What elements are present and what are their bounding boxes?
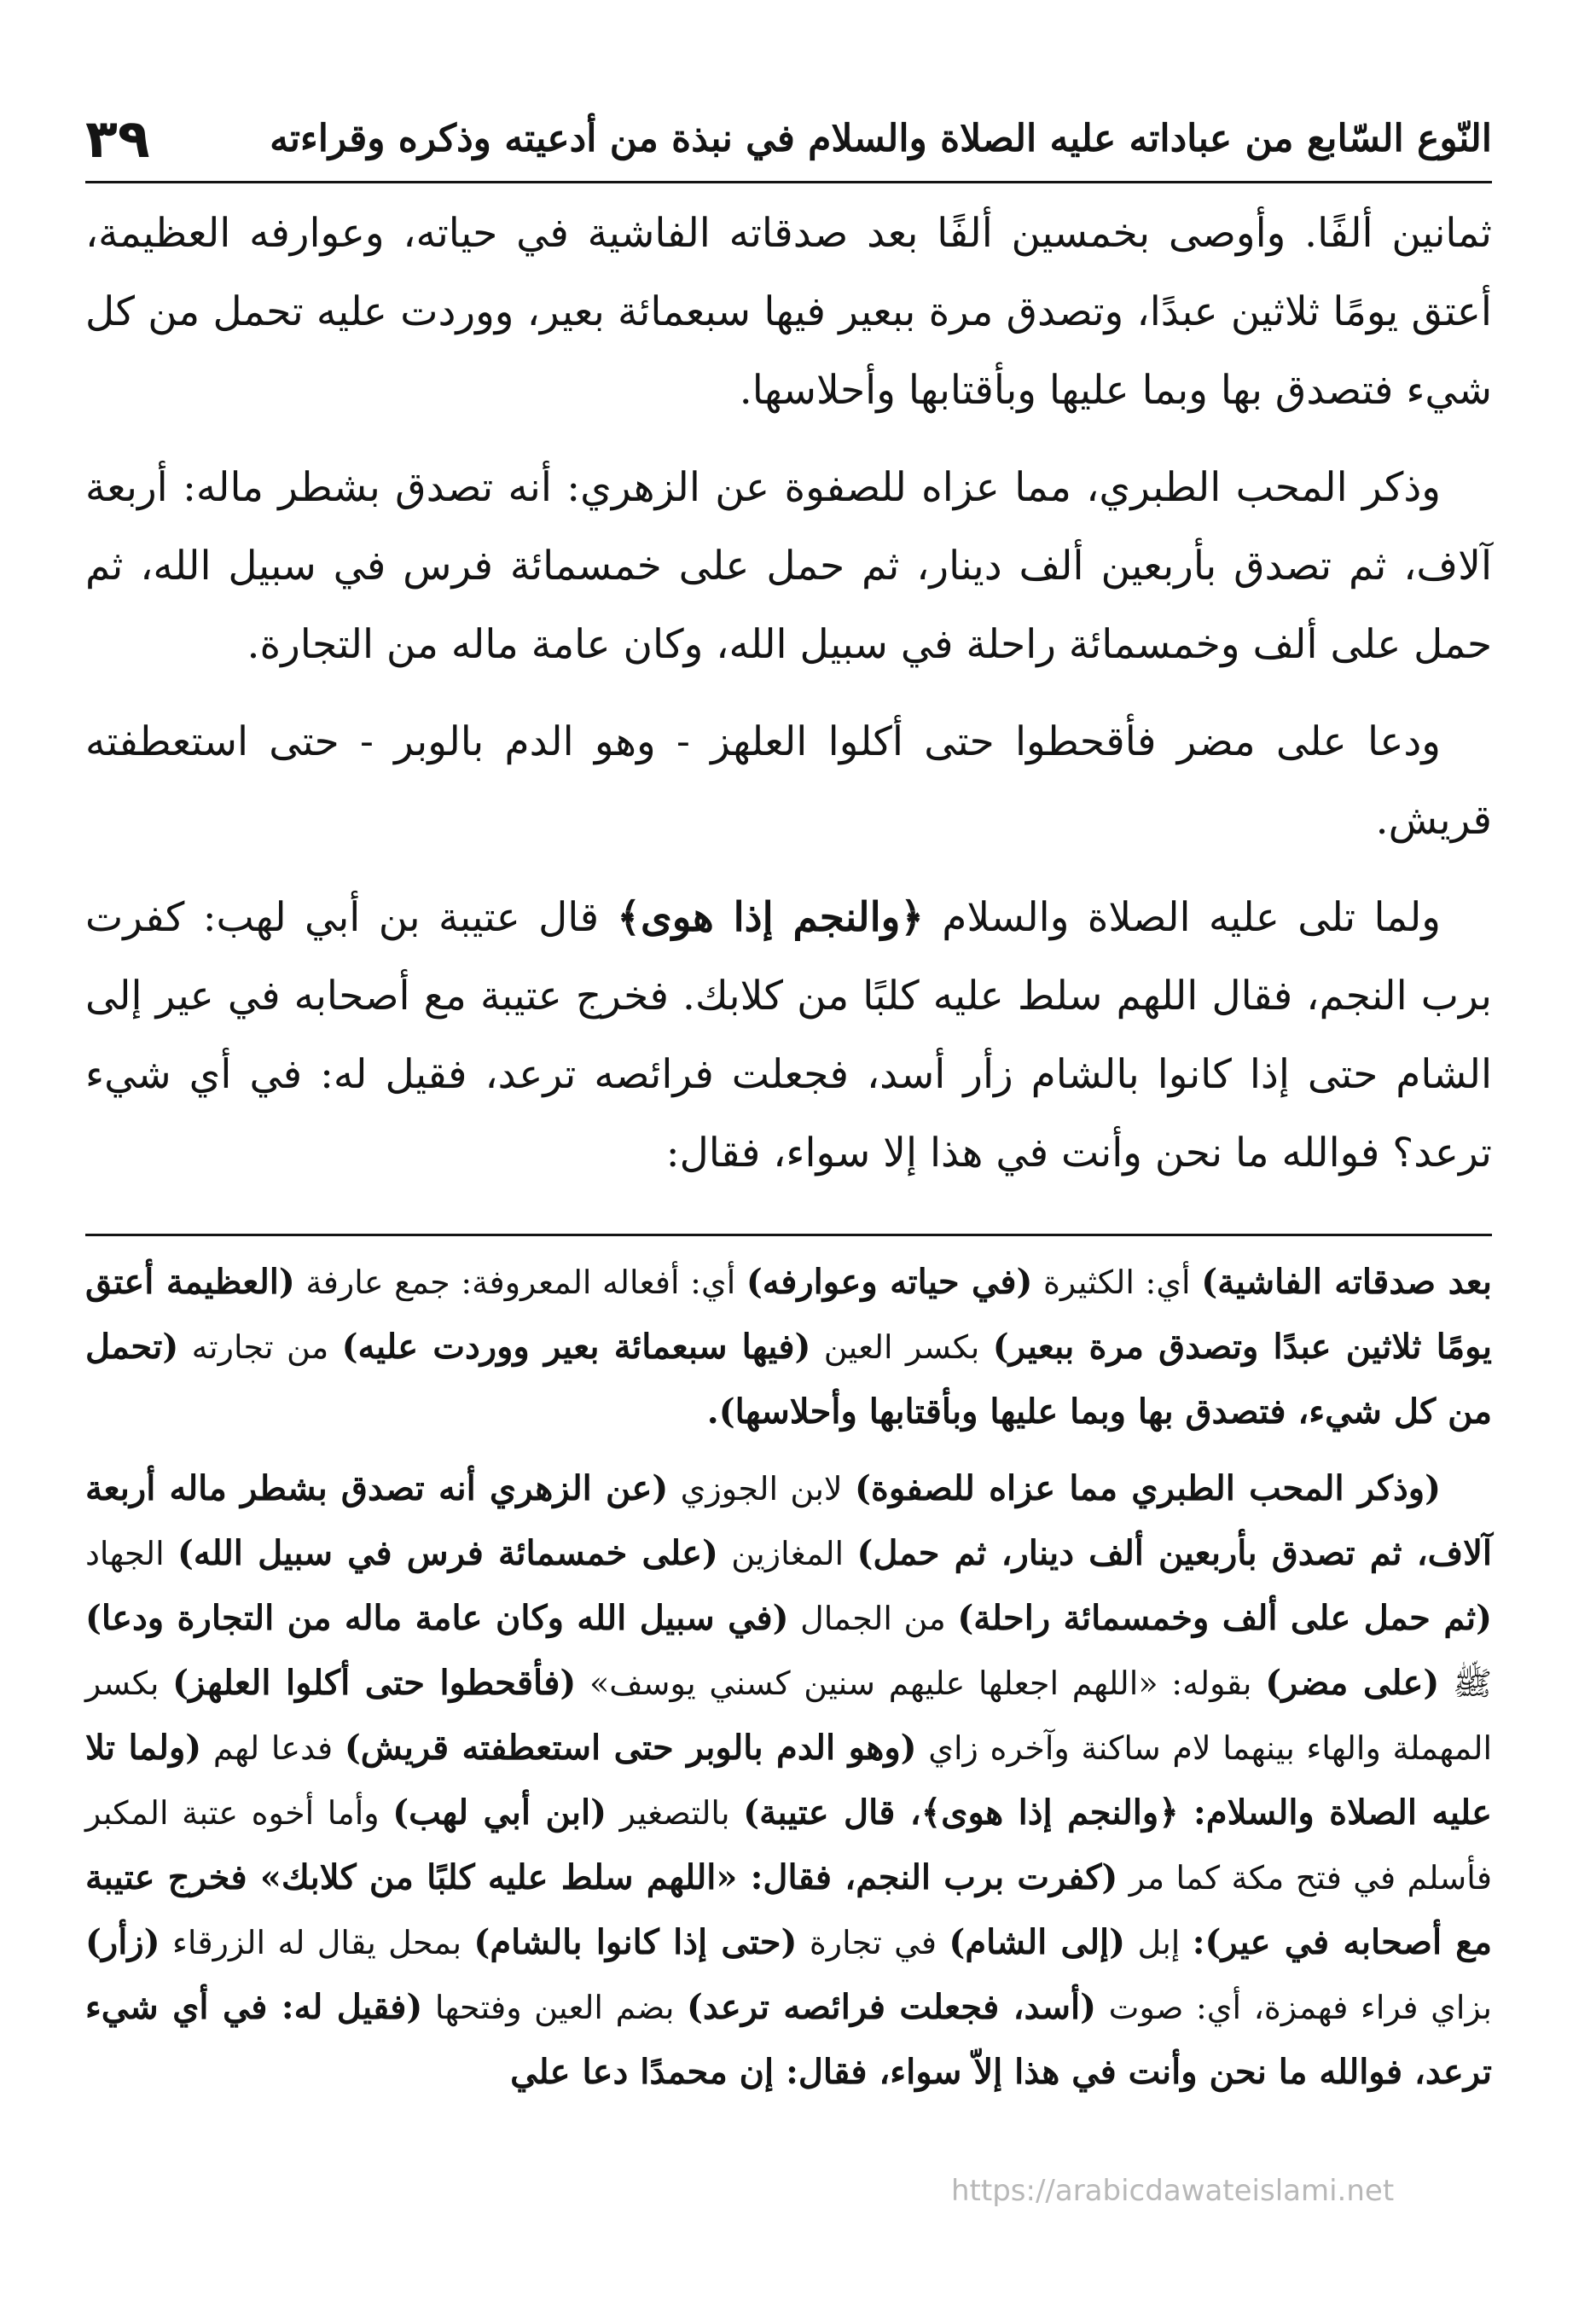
bold-text-run: (عن الزهري أنه تصدق بشطر ماله أربعة آلاف، ثم تصدق بأربعين ألف دينار، ثم حمل) xyxy=(85,1468,1492,1573)
page-number: ٣٩ xyxy=(85,107,150,170)
bold-text-run: (العظيمة أعتق يومًا ثلاثين عبدًا وتصدق مرة ببعير) xyxy=(85,1262,1492,1367)
text-run: في تجارة xyxy=(797,1924,949,1961)
bold-text-run: ﴿والنجم إذا هوى﴾ xyxy=(617,894,924,941)
text-run: بقوله: «اللهم اجعلها عليهم سنين كسني يوسف» xyxy=(576,1665,1266,1702)
footnote-rule xyxy=(85,1234,1492,1236)
main-paragraph xyxy=(85,879,1492,1193)
bold-text-run: (في سبيل الله وكان عامة ماله من التجارة ودعا) xyxy=(85,1598,789,1638)
text-run: ودعا على مضر فأقحطوا حتى أكلوا العلهز - وهو الدم بالوبر - حتى استعطفته قريش. xyxy=(85,718,1492,844)
text-run: ثمانين ألفًا. وأوصى بخمسين ألفًا بعد صدقاته الفاشية في حياته، وعوارفه العظيمة، أعتق يومًا ثلاثين عبدًا، وتصدق مرة ببعير فيها سبعمائة بعير، ووردت عليه تحمل من كل شيء فتصدق بها وبما عليها وبأقتابها وأحلاسها. xyxy=(85,210,1492,414)
text-run: أي: أفعاله المعروفة: جمع عارفة xyxy=(294,1264,746,1301)
bold-text-run: بعد صدقاته الفاشية) xyxy=(1201,1262,1492,1302)
text-run: من الجمال xyxy=(788,1600,958,1637)
bold-text-run: (فقيل له: في أي شيء ترعد، فوالله ما نحن وأنت في هذا إلاّ سواء، فقال: إن محمدًا دعا علي xyxy=(85,1987,1492,2092)
header-rule xyxy=(85,181,1492,183)
bold-text-run: (فأقحطوا حتى أكلوا العلهز) xyxy=(172,1663,577,1703)
bold-text-run: (في حياته وعوارفه) xyxy=(746,1262,1033,1302)
commentary-paragraph xyxy=(85,1250,1492,1444)
commentary xyxy=(85,1250,1492,2117)
bold-text-run: (فيها سبعمائة بعير ووردت عليه) xyxy=(341,1327,811,1367)
bold-text-run: (ابن أبي لهب) xyxy=(392,1792,607,1833)
main-paragraph xyxy=(85,703,1492,860)
text-run: أي: الكثيرة xyxy=(1032,1264,1202,1301)
main-paragraph xyxy=(85,449,1492,684)
text-run: بمحل يقال له الزرقاء xyxy=(160,1924,474,1961)
bold-text-run: (أسد، فجعلت فرائصه ترعد) xyxy=(687,1987,1097,2027)
main-paragraph xyxy=(85,195,1492,430)
bold-text-run: (ولما تلا عليه الصلاة والسلام: ﴿والنجم إذا هوى﴾، قال عتيبة) xyxy=(85,1728,1493,1833)
text-run: ولما تلى عليه الصلاة والسلام xyxy=(923,894,1441,941)
bold-text-run: (إلى الشام) xyxy=(949,1922,1126,1962)
bold-text-run: (كفرت برب النجم، فقال: «اللهم سلط عليه كلبًا من كلابك» فخرج عتيبة مع أصحابه في عير): xyxy=(85,1857,1493,1962)
bold-text-run: (ثم حمل على ألف وخمسمائة راحلة) xyxy=(957,1598,1492,1638)
commentary-paragraph xyxy=(85,1456,1492,2105)
bold-text-run: (على مضر) xyxy=(1265,1663,1440,1703)
text-run: من تجارته xyxy=(178,1328,342,1366)
bold-text-run: (وذكر المحب الطبري مما عزاه للصفوة) xyxy=(854,1468,1442,1508)
text-run: بكسر المهملة والهاء بينهما لام ساكنة وآخره زاي xyxy=(85,1665,1493,1767)
bold-text-run: (تحمل من كل شيء، فتصدق بها وبما عليها وبأقتابها وأحلاسها). xyxy=(85,1327,1492,1432)
text-run: بضم العين وفتحها xyxy=(422,1989,687,2026)
bold-text-run: (وهو الدم بالوبر حتى استعطفته قريش) xyxy=(344,1728,917,1768)
bold-text-run: (على خمسمائة فرس في سبيل الله) xyxy=(177,1533,718,1573)
bold-text-run: (حتى إذا كانوا بالشام) xyxy=(473,1922,798,1962)
text-run: بالتصغير xyxy=(607,1794,744,1832)
text-run: الجهاد xyxy=(85,1535,177,1572)
text-run: وذكر المحب الطبري، مما عزاه للصفوة عن الزهري: أنه تصدق بشطر ماله: أربعة آلاف، ثم تصدق بأربعين ألف دينار، ثم حمل على خمسمائة فرس في سبيل الله، ثم حمل على ألف وخمسمائة راحلة في سبيل الله، وكان عامة ماله من التجارة. xyxy=(85,464,1492,668)
bold-text-run: (زأر) xyxy=(85,1922,160,1962)
watermark-url: https://arabicdawateislami.net xyxy=(951,2174,1395,2208)
text-run: فدعا لهم xyxy=(201,1729,345,1767)
main-text xyxy=(85,195,1492,1211)
text-run: لابن الجوزي xyxy=(668,1470,855,1508)
running-title: النّوع السّابع من عباداته عليه الصلاة والسلام في نبذة من أدعيته وذكره وقراءته xyxy=(270,117,1492,160)
text-run: وأما أخوه عتبة المكبر فأسلم في فتح مكة كما مر xyxy=(85,1794,1492,1897)
text-run: المغازين xyxy=(717,1535,857,1572)
text-run: ﷺ xyxy=(1439,1665,1492,1702)
text-run: بكسر العين xyxy=(810,1328,993,1366)
text-run: قال عتيبة بن أبي لهب: كفرت برب النجم، فقال اللهم سلط عليه كلبًا من كلابك. فخرج عتيبة مع أصحابه في عير إلى الشام حتى إذا كانوا بالشام زأر أسد، فجعلت فرائصه ترعد، فقيل له: في أي شيء ترعد؟ فوالله ما نحن وأنت في هذا إلا سواء، فقال: xyxy=(85,894,1492,1177)
text-run: بزاي فراء فهمزة، أي: صوت xyxy=(1096,1989,1493,2026)
text-run: إبل xyxy=(1125,1924,1193,1961)
page-header xyxy=(85,101,1492,177)
